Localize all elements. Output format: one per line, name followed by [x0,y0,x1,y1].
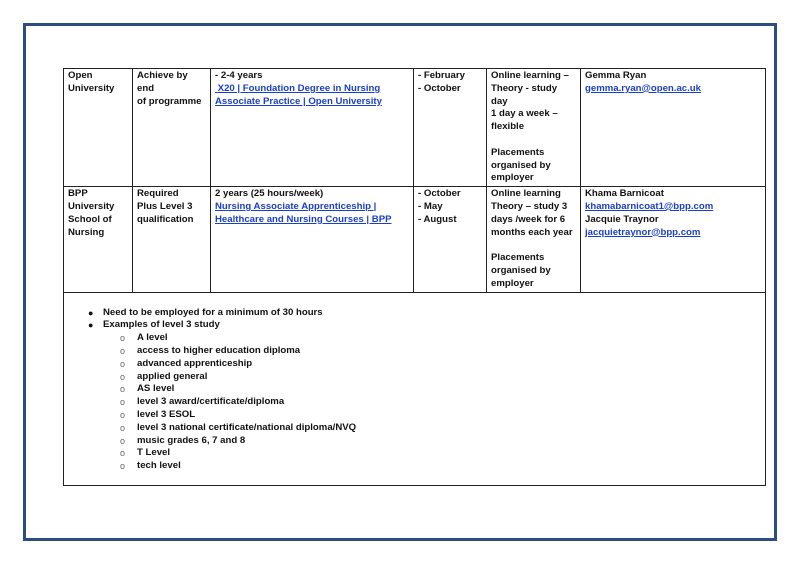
contact-email-link[interactable]: gemma.ryan@open.ac.uk [585,82,701,94]
course-link-bpp-apprenticeship[interactable]: Healthcare and Nursing Courses | BPP [215,213,392,225]
course-link-ou-x20[interactable]: X20 | Foundation Degree in Nursing [215,82,381,94]
delivery-cell [487,69,581,187]
circle-bullet-icon: o [120,345,126,356]
circle-bullet-icon: o [120,435,126,446]
delivery-line: Placements [491,146,545,158]
bullet-icon: ● [88,307,94,318]
contact-name: Khama Barnicoat [585,188,664,200]
entry-requirement-cell [133,187,211,292]
table-row-open-university [64,69,766,187]
circle-bullet-icon: o [120,397,126,408]
contact-name: Gemma Ryan [585,70,647,81]
level3-example-text: level 3 ESOL [137,408,196,420]
entry-requirement-line: Achieve by end [137,70,191,94]
course-cell [211,69,414,187]
delivery-line: 1 day a week – [491,108,558,120]
level3-example-text: level 3 national certificate/national diploma/NVQ [137,421,357,433]
level3-example-text: advanced apprenticeship [137,357,253,369]
delivery-cell [487,187,581,292]
entry-requirement-line: of programme [137,95,202,107]
course-duration: - 2-4 years [215,70,263,81]
delivery-line: Online learning – [491,70,569,81]
entry-requirement-line: Plus Level 3 [137,200,193,212]
delivery-line: Theory - study day [491,82,560,107]
level3-example-item [103,435,765,448]
spacer [491,239,576,252]
circle-bullet-icon: o [120,384,126,395]
delivery-line: Theory – study 3 [491,200,568,212]
intake-month: - February [418,70,465,81]
provider-cell [64,69,133,187]
delivery-line: employer [491,172,534,184]
entry-requirement-line: Required [137,188,179,200]
requirement-text: Examples of level 3 study [103,319,220,331]
delivery-line: flexible [491,121,525,133]
level3-example-item [103,396,765,409]
course-duration: 2 years (25 hours/week) [215,188,324,200]
level3-example-text: tech level [137,460,181,472]
nursing-associate-courses-table [63,68,766,486]
circle-bullet-icon: o [120,461,126,472]
intakes-cell [414,187,487,292]
contact-email-link[interactable]: jacquietraynor@bpp.com [585,226,701,238]
spacer [491,134,576,147]
level3-example-item [103,422,765,435]
provider-name-line: School of [68,213,112,225]
requirement-text: Need to be employed for a minimum of 30 hours [103,306,323,318]
level3-example-item [103,383,765,396]
bullet-icon: ● [88,320,94,331]
provider-name-line: University [68,82,115,94]
provider-name-line: BPP [68,188,88,200]
level3-example-text: A level [137,332,168,344]
level3-example-item [103,332,765,345]
level3-example-item [103,358,765,371]
level3-example-text: level 3 award/certificate/diploma [137,396,285,408]
circle-bullet-icon: o [120,448,126,459]
intakes-cell [414,69,487,187]
level3-example-text: T Level [137,447,171,459]
entry-requirement-cell [133,69,211,187]
delivery-line: days /week for 6 [491,213,566,225]
delivery-line: Placements [491,252,545,264]
contact-email-link[interactable]: khamabarnicoat1@bpp.com [585,200,714,212]
level3-example-item [103,345,765,358]
contacts-cell [581,69,766,187]
level3-example-text: applied general [137,370,208,382]
level3-example-item [103,371,765,384]
provider-name-line: Open [68,70,93,81]
course-link-ou-x20[interactable]: Associate Practice | Open University [215,95,382,107]
level3-example-text: AS level [137,383,175,395]
circle-bullet-icon: o [120,358,126,369]
circle-bullet-icon: o [120,371,126,382]
delivery-line: organised by [491,159,551,171]
requirement-item [64,319,765,473]
requirement-item [64,307,765,320]
entry-requirement-line: qualification [137,213,194,225]
intake-month: - May [418,200,443,212]
delivery-line: months each year [491,226,573,238]
level3-example-text: music grades 6, 7 and 8 [137,434,246,446]
intake-month: - August [418,213,457,225]
circle-bullet-icon: o [120,333,126,344]
requirements-list [64,307,765,473]
table-row-bpp-university [64,187,766,292]
provider-name-line: University [68,200,115,212]
circle-bullet-icon: o [120,409,126,420]
circle-bullet-icon: o [120,422,126,433]
provider-name-line: Nursing [68,226,105,238]
level3-example-text: access to higher education diploma [137,344,301,356]
notes-cell [64,292,766,485]
level3-example-item [103,409,765,422]
course-link-bpp-apprenticeship[interactable]: Nursing Associate Apprenticeship | [215,200,377,212]
provider-cell [64,187,133,292]
notes-row [64,292,766,485]
delivery-line: employer [491,277,534,289]
delivery-line: Online learning [491,188,561,200]
level3-examples-list [103,332,765,473]
level3-example-item [103,460,765,473]
contacts-cell [581,187,766,292]
intake-month: - October [418,82,461,94]
intake-month: - October [418,188,461,200]
delivery-line: organised by [491,264,551,276]
course-cell [211,187,414,292]
contact-name: Jacquie Traynor [585,213,659,225]
level3-example-item [103,447,765,460]
